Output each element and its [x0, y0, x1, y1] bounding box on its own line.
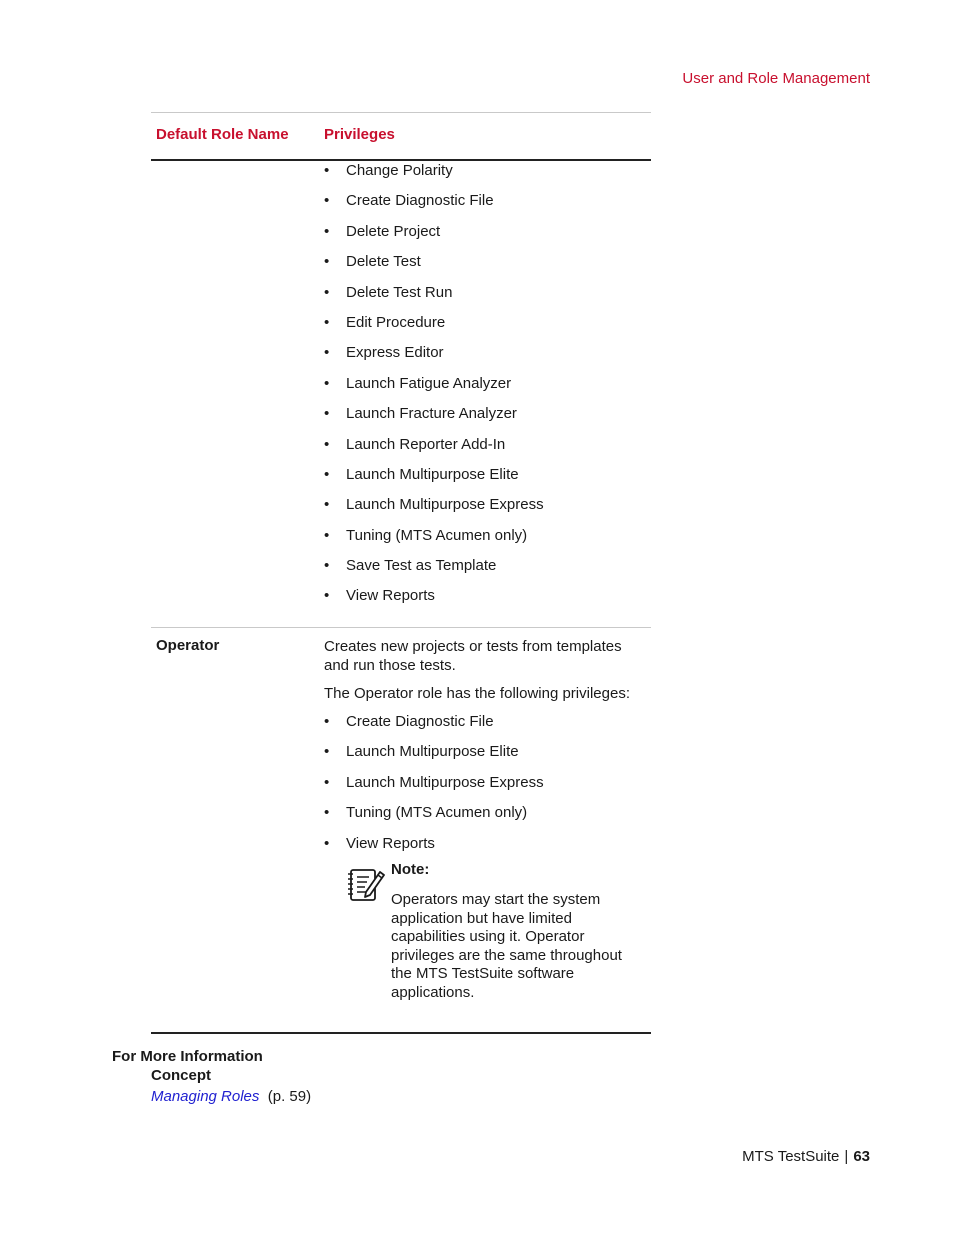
list-item: • Create Diagnostic File [324, 713, 494, 730]
table-top-rule [151, 112, 651, 113]
list-item: • Edit Procedure [324, 313, 446, 331]
list-item: • Save Test as Template [324, 557, 497, 575]
privilege-text: Express Editor [346, 344, 444, 362]
privilege-text: Delete Project [346, 222, 441, 240]
privilege-text: Tuning (MTS Acumen only) [346, 526, 528, 544]
page-number: 63 [853, 1148, 870, 1165]
list-item: • Express Editor [324, 344, 444, 362]
row-divider [151, 627, 651, 628]
chapter-header: User and Role Management [682, 70, 870, 87]
footer-product: MTS TestSuite [742, 1148, 840, 1165]
privilege-text: View Reports [346, 834, 435, 852]
privilege-text: Save Test as Template [346, 557, 497, 575]
list-item: • Create Diagnostic File [324, 192, 494, 210]
reference-line [151, 1088, 311, 1105]
privilege-text: Launch Reporter Add-In [346, 435, 506, 453]
list-item: • Delete Project [324, 222, 441, 240]
list-item: • Launch Multipurpose Express [324, 496, 544, 514]
more-info-heading: For More Information [112, 1048, 263, 1065]
concept-label: Concept [151, 1067, 211, 1084]
privilege-text: Delete Test Run [346, 283, 453, 301]
privilege-text: Launch Multipurpose Elite [346, 743, 519, 761]
operator-privileges-list [324, 712, 544, 864]
page-reference: (p. 59) [267, 1088, 312, 1105]
footer-separator: | [844, 1148, 849, 1165]
privilege-text: Change Polarity [346, 162, 453, 179]
note-title: Note: [391, 861, 430, 878]
privilege-text: Create Diagnostic File [346, 192, 494, 210]
list-item: • Tuning (MTS Acumen only) [324, 526, 528, 544]
privilege-text: Launch Multipurpose Elite [346, 465, 519, 483]
continued-privileges-list [324, 161, 544, 617]
operator-intro: The Operator role has the following privileges: [324, 685, 630, 702]
privilege-text: Launch Multipurpose Express [346, 773, 544, 791]
privilege-text: Launch Multipurpose Express [346, 496, 544, 514]
list-item: • View Reports [324, 587, 435, 605]
privilege-text: Create Diagnostic File [346, 713, 494, 730]
privilege-text: View Reports [346, 587, 435, 605]
privilege-text: Delete Test [346, 253, 421, 271]
list-item: • View Reports [324, 834, 435, 852]
privilege-text: Launch Fracture Analyzer [346, 405, 517, 423]
role-name-operator: Operator [156, 637, 220, 654]
table-bottom-rule [151, 1032, 651, 1034]
list-item: • Launch Reporter Add-In [324, 435, 506, 453]
list-item: • Launch Multipurpose Express [324, 773, 544, 791]
list-item: • Change Polarity [324, 162, 453, 179]
list-item: • Launch Multipurpose Elite [324, 743, 519, 761]
list-item: • Delete Test Run [324, 283, 453, 301]
privilege-text: Edit Procedure [346, 313, 446, 331]
operator-description: Creates new projects or tests from templates and run those tests. [324, 638, 622, 674]
list-item: • Launch Multipurpose Elite [324, 465, 519, 483]
list-item: • Tuning (MTS Acumen only) [324, 804, 528, 822]
note-body: Operators may start the system application but have limited capabilities using it. Operator privileges are the same throughout the MTS TestSuite software applications. [391, 891, 622, 1001]
list-item: • Launch Fatigue Analyzer [324, 374, 512, 392]
note-pencil-icon [346, 865, 386, 905]
page-footer [742, 1148, 870, 1165]
managing-roles-link[interactable]: Managing Roles [151, 1088, 260, 1105]
list-item: • Delete Test [324, 253, 421, 271]
column-header-privileges: Privileges [324, 126, 395, 143]
privilege-text: Tuning (MTS Acumen only) [346, 804, 528, 822]
privilege-text: Launch Fatigue Analyzer [346, 374, 512, 392]
list-item: • Launch Fracture Analyzer [324, 405, 517, 423]
column-header-role: Default Role Name [156, 126, 289, 143]
